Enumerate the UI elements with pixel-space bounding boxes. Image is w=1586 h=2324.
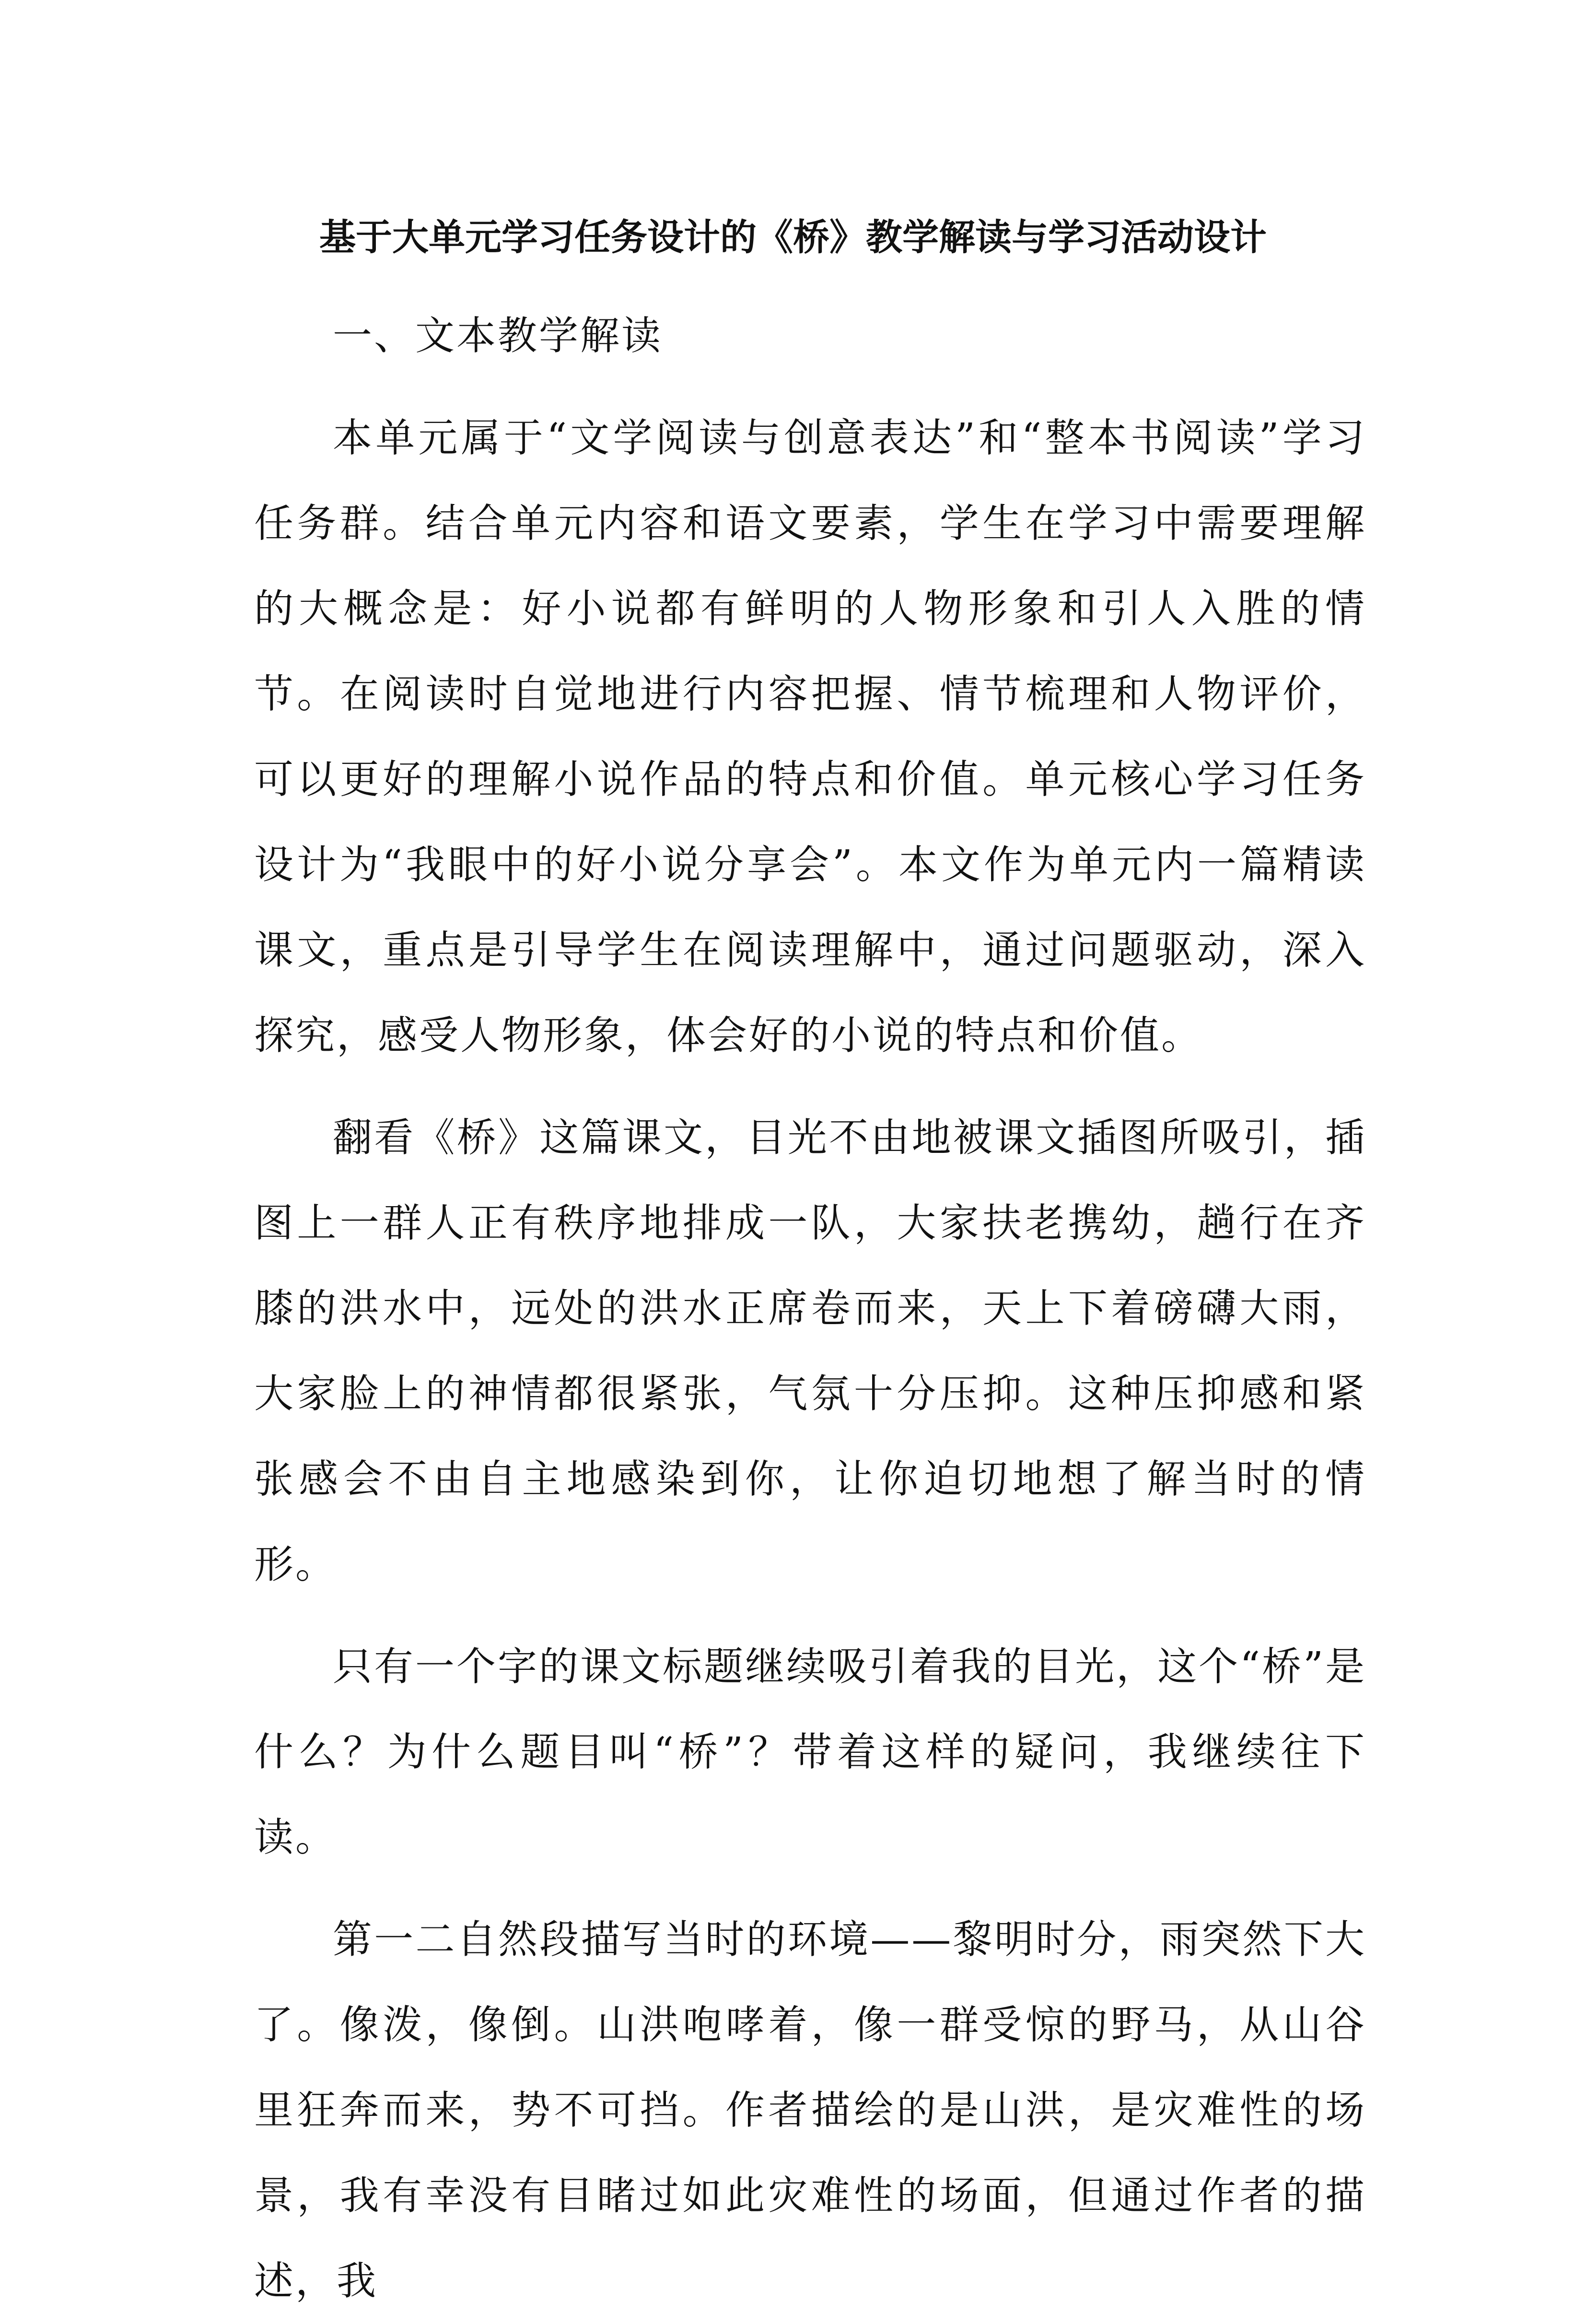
paragraph: 只有一个字的课文标题继续吸引着我的目光，这个“桥”是什么？为什么题目叫“桥”？带着这样的疑问，我继续往下读。 <box>254 1644 1366 1860</box>
paragraph: 翻看《桥》这篇课文，目光不由地被课文插图所吸引，插图上一群人正有秩序地排成一队，大家扶老携幼，趟行在齐膝的洪水中，远处的洪水正席卷而来，天上下着磅礴大雨，大家脸上的神情都很紧张，气氛十分压抑。这种压抑感和紧张感会不由自主地感染到你，让你迫切地想了解当时的情形。 <box>254 1115 1366 1587</box>
section-heading: 一、文本教学解读 <box>333 313 663 359</box>
document-body <box>254 293 1366 2324</box>
document-title: 基于大单元学习任务设计的《桥》教学解读与学习活动设计 <box>319 216 1267 258</box>
paragraph: 本单元属于“文学阅读与创意表达”和“整本书阅读”学习任务群。结合单元内容和语文要素，学生在学习中需要理解的大概念是：好小说都有鲜明的人物形象和引人入胜的情节。在阅读时自觉地进行内容把握、情节梳理和人物评价，可以更好的理解小说作品的特点和价值。单元核心学习任务设计为“我眼中的好小说分享会”。本文作为单元内一篇精读课文，重点是引导学生在阅读理解中，通过问题驱动，深入探究，感受人物形象，体会好的小说的特点和价值。 <box>254 415 1366 1058</box>
paragraph: 第一二自然段描写当时的环境——黎明时分，雨突然下大了。像泼，像倒。山洪咆哮着，像一群受惊的野马，从山谷里狂奔而来，势不可挡。作者描绘的是山洪，是灾难性的场景，我有幸没有目睹过如此灾难性的场面，但通过作者的描述，我 <box>254 1917 1366 2304</box>
